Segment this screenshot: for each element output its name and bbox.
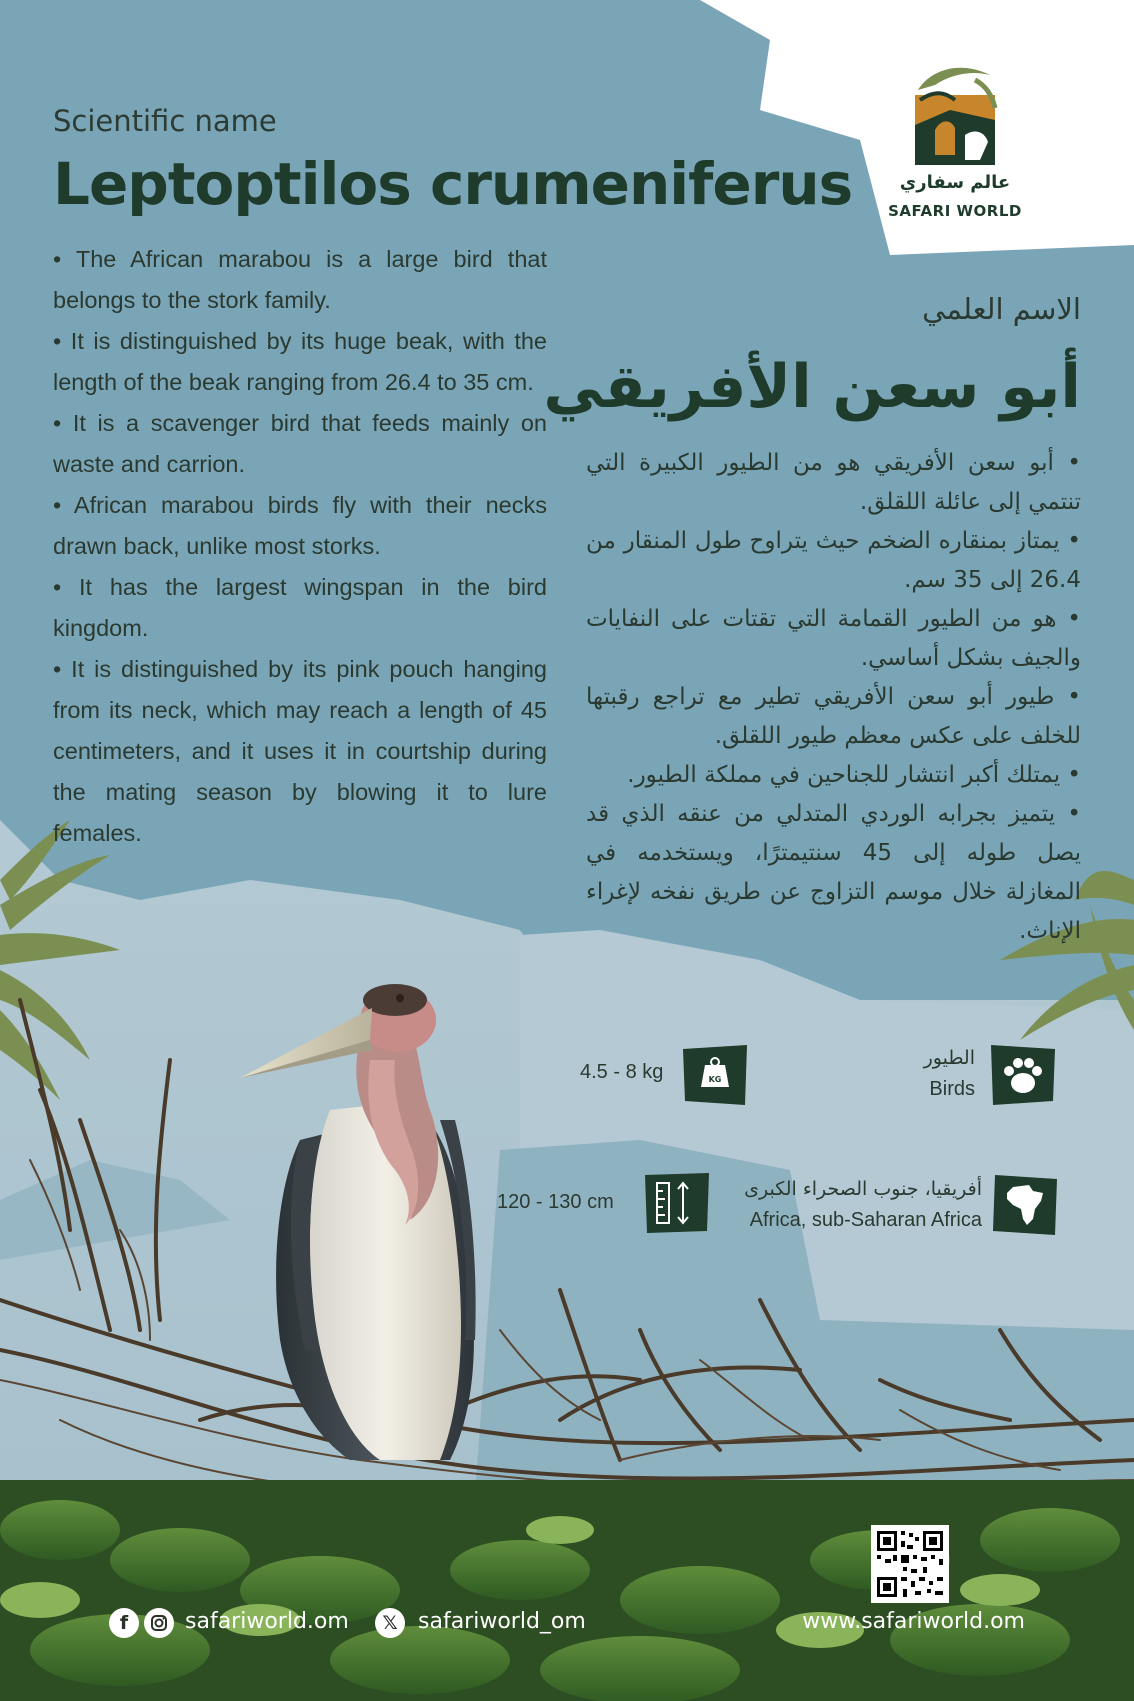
class-arabic: الطيور	[923, 1047, 975, 1069]
english-fact: • African marabou birds fly with their necks drawn back, unlike most storks.	[53, 492, 547, 559]
instagram-icon[interactable]	[144, 1608, 174, 1638]
arabic-common-name: أبو سعن الأفريقي	[543, 352, 1081, 422]
english-fact: • It is distinguished by its huge beak, with the length of the beak ranging from 26.4 to 35 cm.	[53, 328, 547, 395]
qr-code[interactable]	[871, 1525, 949, 1603]
africa-map-icon	[993, 1175, 1057, 1235]
class-english: Birds	[929, 1078, 975, 1100]
logo-arabic-text: عالم سفاري	[899, 172, 1011, 193]
english-facts-list	[53, 239, 547, 854]
paw-icon	[991, 1045, 1055, 1105]
scientific-name: Leptoptilos crumeniferus	[53, 150, 853, 218]
arabic-fact: • هو من الطيور القمامة التي تقتات على النفايات والجيف بشكل أساسي.	[586, 606, 1081, 671]
x-handle[interactable]: safariworld_om	[418, 1609, 586, 1634]
arabic-fact: • يمتاز بمنقاره الضخم حيث يتراوح طول المنقار من 26.4 إلى 35 سم.	[586, 528, 1081, 593]
arabic-fact: • أبو سعن الأفريقي هو من الطيور الكبيرة التي تنتمي إلى عائلة اللقلق.	[586, 450, 1081, 515]
scientific-name-label: Scientific name	[53, 104, 277, 138]
facebook-icon[interactable]: f	[109, 1608, 139, 1638]
english-fact: • It is a scavenger bird that feeds mainly on waste and carrion.	[53, 410, 547, 477]
range-arabic: أفريقيا، جنوب الصحراء الكبرى	[744, 1178, 982, 1200]
arabic-fact: • طيور أبو سعن الأفريقي تطير مع تراجع رقبتها للخلف على عكس معظم طيور اللقلق.	[586, 684, 1081, 749]
weight-icon-label: KG	[708, 1075, 722, 1084]
arabic-scientific-label: الاسم العلمي	[922, 292, 1081, 326]
x-icon[interactable]: 𝕏	[375, 1608, 405, 1638]
weight-icon	[683, 1045, 747, 1105]
english-fact: • It is distinguished by its pink pouch hanging from its neck, which may reach a length of 45 centimeters, and it uses it in courtship during the mating season by blowing it to lure females.	[53, 656, 547, 846]
english-fact: • It has the largest wingspan in the bird kingdom.	[53, 574, 547, 641]
arabic-fact: • يمتلك أكبر انتشار للجناحين في مملكة الطيور.	[627, 762, 1081, 788]
range-english: Africa, sub-Saharan Africa	[749, 1209, 982, 1231]
english-fact: • The African marabou is a large bird that belongs to the stork family.	[53, 246, 547, 313]
arabic-facts-list	[586, 444, 1081, 951]
height-value: 120 - 130 cm	[497, 1191, 614, 1213]
weight-value: 4.5 - 8 kg	[580, 1061, 664, 1083]
logo-english-text: SAFARI WORLD	[888, 202, 1022, 220]
website-link[interactable]: www.safariworld.om	[802, 1609, 1025, 1634]
arabic-fact: • يتميز بجرابه الوردي المتدلي من عنقه الذي قد يصل طوله إلى 45 سنتيمترًا، ويستخدمه في المغازلة خلال موسم التزاوج عن طريق نفخه لإغراء الإناث.	[586, 801, 1081, 944]
social-handle[interactable]: safariworld.om	[185, 1609, 349, 1634]
